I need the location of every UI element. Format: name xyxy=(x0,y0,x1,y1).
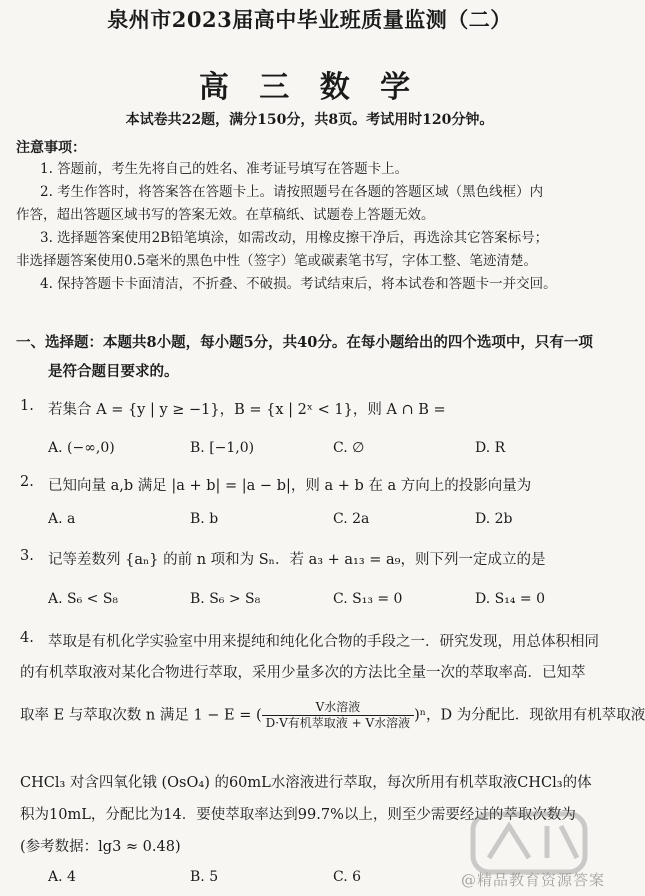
q4-line-3 xyxy=(20,700,645,731)
q4-fraction-numerator: V水溶液 xyxy=(262,700,414,716)
q1-stem: 若集合 A = {y | y ≥ −1}，B = {x | 2ˣ < 1}，则 A ∩ B = xyxy=(48,402,446,418)
notice-line-6: 4. 保持答题卡卡面清洁，不折叠、不破损。考试结束后，将本试卷和答题卡一并交回。 xyxy=(40,276,557,292)
q4-line-1: 萃取是有机化学实验室中用来提纯和纯化化合物的手段之一．研究发现，用总体积相同 xyxy=(48,634,599,650)
q2-stem: 已知向量 a,b 满足 |a + b| = |a − b|，则 a + b 在 a 方向上的投影向量为 xyxy=(48,478,532,494)
q4-line-5: 积为10mL，分配比为14．要使萃取率达到99.7%以上，则至少需要经过的萃取次数为 xyxy=(20,807,576,823)
notice-line-2: 2. 考生作答时，将答案答在答题卡上。请按照题号在各题的答题区域（黑色线框）内 xyxy=(40,184,544,200)
q4-line-3-post: )ⁿ，D 为分配比．现欲用有机萃取液 xyxy=(414,707,645,724)
notice-line-1: 1. 答题前，考生先将自己的姓名、准考证号填写在答题卡上。 xyxy=(40,161,409,177)
exam-subject: 高 三 数 学 xyxy=(198,70,421,105)
q1-option-a: A. (−∞,0) xyxy=(48,440,115,456)
q3-option-c: C. S₁₃ = 0 xyxy=(333,591,403,607)
q3-option-a: A. S₆ < S₈ xyxy=(48,591,119,607)
notice-line-5: 非选择题答案使用0.5毫米的黑色中性（签字）笔或碳素笔书写，字体工整、笔迹清楚。 xyxy=(16,253,537,269)
q4-option-c: C. 6 xyxy=(333,869,362,885)
q4-option-a: A. 4 xyxy=(48,869,76,885)
watermark-text: @精品教育资源答案 xyxy=(460,871,605,889)
notice-line-4: 3. 选择题答案使用2B铅笔填涂，如需改动，用橡皮擦干净后，再选涂其它答案标号； xyxy=(40,230,549,246)
q1-option-c: C. ∅ xyxy=(333,440,365,456)
notice-title: 注意事项： xyxy=(16,140,86,156)
q3-option-d: D. S₁₄ = 0 xyxy=(475,591,545,607)
q2-number: 2. xyxy=(20,474,34,490)
q4-line-4: CHCl₃ 对含四氧化锇 (OsO₄) 的60mL水溶液进行萃取，每次所用有机萃取液CHCl₃的体 xyxy=(20,775,592,791)
q4-line-3-pre: 取率 E 与萃取次数 n 满足 1 − E = ( xyxy=(20,707,262,724)
section-heading-line-2: 是符合题目要求的。 xyxy=(48,363,179,380)
q1-option-d: D. R xyxy=(475,440,506,456)
q2-option-c: C. 2a xyxy=(333,511,370,527)
q1-number: 1. xyxy=(20,398,34,414)
section-heading-line-1: 一、选择题：本题共8小题，每小题5分，共40分。在每小题给出的四个选项中，只有一项 xyxy=(16,334,593,351)
q3-option-b: B. S₆ > S₈ xyxy=(190,591,261,607)
q2-option-a: A. a xyxy=(48,511,76,527)
q4-fraction xyxy=(262,700,414,731)
q3-stem: 记等差数列 {aₙ} 的前 n 项和为 Sₙ．若 a₃ + a₁₃ = a₉，则下列一定成立的是 xyxy=(48,552,546,568)
q4-reference: (参考数据：lg3 ≈ 0.48) xyxy=(20,839,181,855)
q4-option-b: B. 5 xyxy=(190,869,219,885)
q1-option-b: B. [−1,0) xyxy=(190,440,255,456)
exam-info: 本试卷共22题，满分150分，共8页。考试用时120分钟。 xyxy=(125,112,494,128)
q2-option-b: B. b xyxy=(190,511,219,527)
notice-line-3: 作答，超出答题区域书写的答案无效。在草稿纸、试题卷上答题无效。 xyxy=(16,207,435,223)
exam-title: 泉州市2023届高中毕业班质量监测（二） xyxy=(107,7,512,32)
q2-option-d: D. 2b xyxy=(475,511,513,527)
q4-line-2: 的有机萃取液对某化合物进行萃取，采用少量多次的方法比全量一次的萃取率高．已知萃 xyxy=(20,665,586,681)
q4-fraction-denominator: D·V有机萃取液 + V水溶液 xyxy=(265,716,411,730)
q3-number: 3. xyxy=(20,548,34,564)
q4-number: 4. xyxy=(20,630,34,646)
watermark-logo-icon xyxy=(469,808,589,878)
